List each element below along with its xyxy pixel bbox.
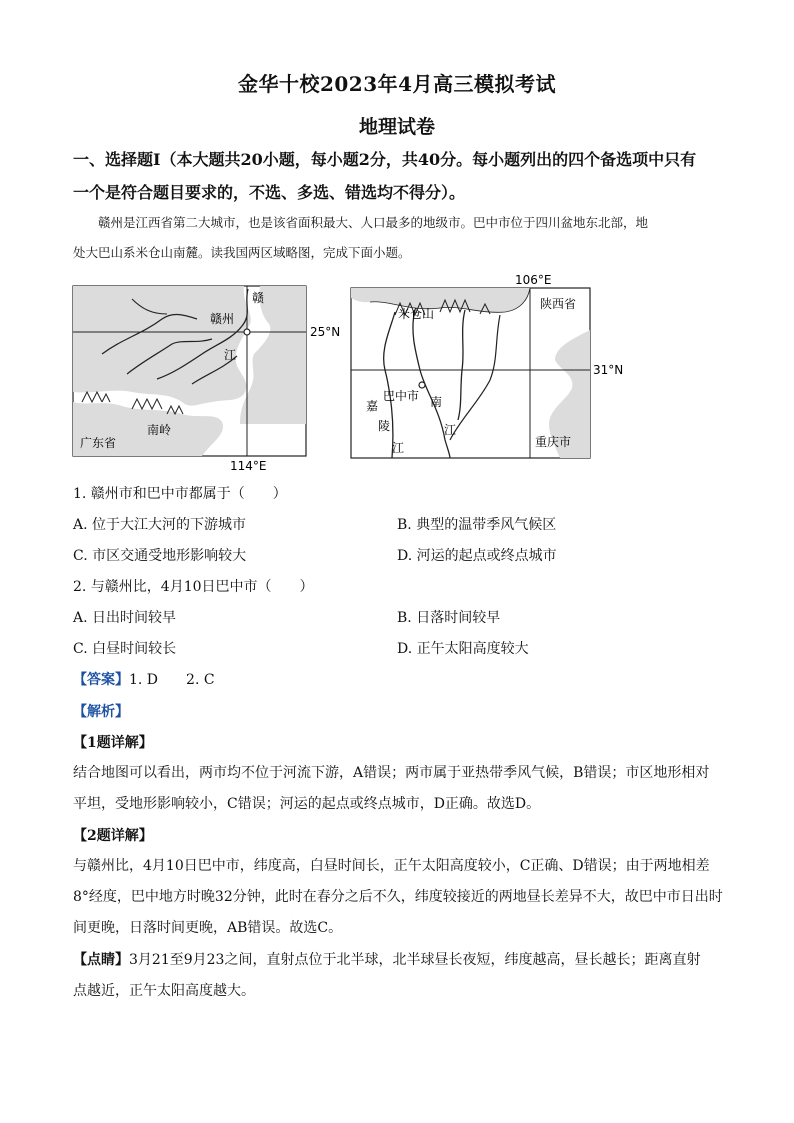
label-ling: 陵 [378,419,391,433]
label-25n: 25°N [310,325,341,339]
question-1-option-d: D. 河运的起点或终点城市 [397,548,557,564]
question-1-option-c: C. 市区交通受地形影响较大 [73,548,247,564]
question-2-option-b: B. 日落时间较早 [397,610,501,626]
tips-line-1 [73,945,723,976]
label-gan: 赣 [252,291,265,305]
label-jiang-south: 江 [444,423,457,437]
answer-tag: 【答案】 [73,672,129,688]
analysis-q1-tag: 【1题详解】 [73,735,153,751]
intro-line-1: 赣州是江西省第二大城市，也是该省面积最大、人口最多的地级市。巴中市位于四川盆地东北部，地 [98,215,649,230]
analysis-tag: 【解析】 [73,704,129,720]
bazhong-map [350,270,640,462]
question-2-option-d: D. 正午太阳高度较大 [397,641,529,657]
question-1-option-a: A. 位于大江大河的下游城市 [73,517,247,533]
label-guangdong: 广东省 [80,436,117,450]
analysis-q1-line-1: 结合地图可以看出，两市均不位于河流下游，A错误；两市属于亚热带季风气候，B错误；市区地形相对 [73,765,710,781]
label-ganzhou: 赣州 [210,312,235,326]
question-1-stem: 1. 赣州市和巴中市都属于（ ） [73,486,287,502]
label-nan: 南 [430,395,443,409]
ganzhou-map [72,284,342,474]
page-title: 金华十校2023年4月高三模拟考试 [237,72,557,96]
province-shaded-area [73,286,251,406]
page-subtitle: 地理试卷 [358,116,435,138]
tips-tag: 【点睛】 [73,952,129,968]
analysis-q2-line-3: 间更晚，日落时间更晚，AB错误。故选C。 [73,920,343,936]
analysis-q2-line-2: 8°经度，巴中地方时晚32分钟，此时在春分之后不久，纬度较接近的两地昼长差异不大，故巴中市日出时 [73,889,723,905]
question-1-option-b: B. 典型的温带季风气候区 [397,517,557,533]
label-106e: 106°E [515,273,552,287]
label-114e: 114°E [230,459,267,473]
ganzhou-city-marker [244,329,250,335]
section-heading-line-2: 一个是符合题目要求的，不选、多选、错选均不得分）。 [73,183,466,202]
label-jia: 嘉 [366,399,379,413]
label-nanling: 南岭 [147,423,172,437]
answer-line [73,670,215,690]
tips-text-1: 3月21至9月23之间，直射点位于北半球，北半球昼长夜短，纬度越高，昼长越长；距离直射 [129,952,701,968]
answer-text: 1. D 2. C [129,672,215,688]
bazhong-city-marker [419,382,425,388]
analysis-q2-tag: 【2题详解】 [73,828,153,844]
question-2-stem: 2. 与赣州比，4月10日巴中市（ ） [73,579,314,595]
label-jiang-west: 江 [392,441,405,455]
label-micangshan: 米仓山 [398,307,435,321]
question-2-option-c: C. 白昼时间较长 [73,641,177,657]
analysis-q2-line-1: 与赣州比，4月10日巴中市，纬度高，白昼时间长，正午太阳高度较小，C正确、D错误；由于两地相差 [73,858,710,874]
label-jiang: 江 [224,348,237,362]
label-bazhong: 巴中市 [383,389,420,403]
label-31n: 31°N [593,363,624,377]
section-heading-line-1: 一、选择题Ⅰ（本大题共20小题，每小题2分，共40分。每小题列出的四个备选项中只有 [73,150,697,169]
tips-line-2: 点越近，正午太阳高度越大。 [73,983,255,999]
label-chongqing: 重庆市 [535,435,572,449]
question-2-option-a: A. 日出时间较早 [73,610,177,626]
intro-line-2: 处大巴山系米仓山南麓。读我国两区域略图，完成下面小题。 [73,245,411,260]
analysis-q1-line-2: 平坦，受地形影响较小，C错误；河运的起点或终点城市，D正确。故选D。 [73,796,541,812]
label-shaanxi: 陕西省 [540,297,577,311]
